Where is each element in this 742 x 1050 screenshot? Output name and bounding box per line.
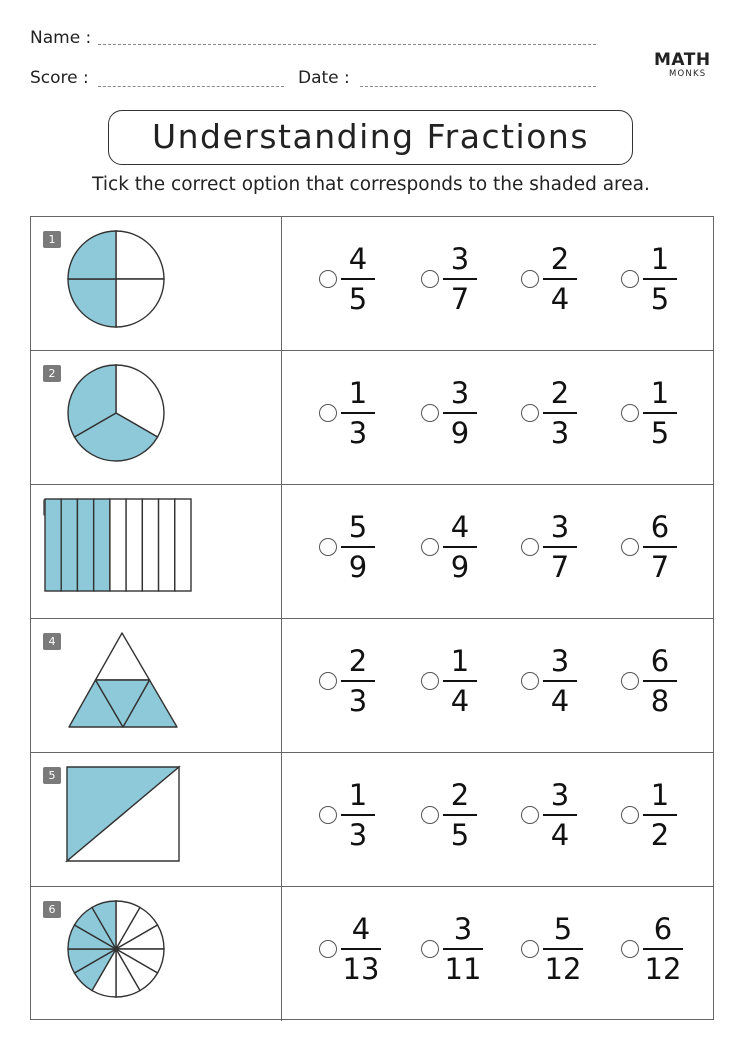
numerator: 6 [653,912,673,946]
fraction-label [341,375,375,455]
radio-button[interactable] [621,672,639,690]
unshaded-triangle [96,633,150,680]
answer-option[interactable] [319,643,389,723]
answer-option[interactable] [621,375,691,455]
fraction-bar [443,948,483,950]
fraction-label [543,375,577,455]
fraction-label [543,643,577,723]
answer-option[interactable] [621,241,691,321]
unshaded-strip [110,499,126,591]
denominator: 4 [550,282,570,316]
fraction-label [543,509,577,589]
fraction-label [543,777,577,857]
answer-option[interactable] [319,509,389,589]
answer-option[interactable] [621,911,691,991]
column-divider [281,753,282,886]
name-field-line[interactable] [98,44,596,45]
fraction-label [443,643,477,723]
denominator: 2 [650,818,670,852]
numerator: 4 [450,510,470,544]
denominator: 5 [450,818,470,852]
fraction-bar [341,546,375,548]
fraction-shape-circle-thirds [31,351,281,485]
unshaded-sector [116,279,164,327]
problem-number-badge: 1 [43,231,61,248]
denominator: 3 [550,416,570,450]
radio-button[interactable] [319,404,337,422]
answer-option[interactable] [421,911,491,991]
column-divider [281,887,282,1021]
fraction-shape-circle-twelfths [31,887,281,1021]
problem-row [31,753,713,887]
score-label: Score : [30,68,89,88]
score-field-line[interactable] [98,86,284,87]
denominator: 9 [450,550,470,584]
name-label: Name : [30,28,92,48]
answer-option[interactable] [319,777,389,857]
fraction-bar [543,680,577,682]
fraction-label [341,643,375,723]
instruction-text: Tick the correct option that corresponds to the shaded area. [92,174,650,195]
denominator: 13 [342,952,380,986]
answer-option[interactable] [421,777,491,857]
shaded-strip [77,499,93,591]
problem-number-badge: 4 [43,633,61,650]
fraction-label [643,643,677,723]
unshaded-strip [142,499,158,591]
denominator: 7 [450,282,470,316]
radio-button[interactable] [319,806,337,824]
denominator: 8 [650,684,670,718]
radio-button[interactable] [521,404,539,422]
answer-option[interactable] [421,643,491,723]
fraction-label [643,375,677,455]
shaded-sector [68,279,116,327]
numerator: 3 [450,242,470,276]
answer-option[interactable] [421,241,491,321]
logo-main-text: MATH [654,50,711,70]
numerator: 3 [453,912,473,946]
numerator: 5 [553,912,573,946]
problem-grid [30,216,714,1020]
fraction-shape-rectangle-diagonal [31,753,281,887]
answer-option[interactable] [521,375,591,455]
unshaded-strip [175,499,191,591]
fraction-label [643,777,677,857]
answer-option[interactable] [521,643,591,723]
denominator: 3 [348,416,368,450]
fraction-bar [543,412,577,414]
numerator: 1 [450,644,470,678]
fraction-bar [341,278,375,280]
radio-button[interactable] [521,672,539,690]
problem-row [31,217,713,351]
fraction-label [443,241,477,321]
fraction-bar [543,948,583,950]
fraction-label [443,911,483,991]
fraction-bar [443,814,477,816]
answer-option[interactable] [319,241,389,321]
numerator: 2 [550,242,570,276]
fraction-shape-circle-quarters [31,217,281,351]
fraction-bar [643,680,677,682]
fraction-bar [643,948,683,950]
numerator: 6 [650,510,670,544]
numerator: 1 [650,778,670,812]
fraction-label [643,509,677,589]
answer-option[interactable] [421,509,491,589]
radio-button[interactable] [421,940,439,958]
numerator: 3 [550,778,570,812]
fraction-label [443,375,477,455]
radio-button[interactable] [621,270,639,288]
denominator: 7 [550,550,570,584]
radio-button[interactable] [421,404,439,422]
fraction-label [341,911,381,991]
fraction-bar [443,680,477,682]
radio-button[interactable] [421,672,439,690]
denominator: 5 [348,282,368,316]
date-field-line[interactable] [360,86,596,87]
answer-option[interactable] [319,911,389,991]
fraction-bar [643,814,677,816]
radio-button[interactable] [319,270,337,288]
shaded-strip [45,499,61,591]
fraction-label [543,241,577,321]
denominator: 5 [650,416,670,450]
numerator: 3 [550,644,570,678]
page-title: Understanding Fractions [151,117,590,156]
radio-button[interactable] [521,270,539,288]
radio-button[interactable] [521,538,539,556]
radio-button[interactable] [421,538,439,556]
denominator: 5 [650,282,670,316]
radio-button[interactable] [521,806,539,824]
column-divider [281,217,282,350]
answer-option[interactable] [521,241,591,321]
fraction-label [341,777,375,857]
shaded-sector [68,231,116,279]
fraction-bar [341,814,375,816]
problem-row [31,619,713,753]
numerator: 2 [348,644,368,678]
radio-button[interactable] [319,672,337,690]
problem-number-badge: 5 [43,767,61,784]
radio-button[interactable] [421,806,439,824]
fraction-bar [443,546,477,548]
unshaded-strip [126,499,142,591]
answer-option[interactable] [621,643,691,723]
fraction-label [443,777,477,857]
fraction-label [643,241,677,321]
answer-option[interactable] [521,777,591,857]
numerator: 1 [650,242,670,276]
problem-number-badge: 6 [43,901,61,918]
denominator: 4 [550,818,570,852]
fraction-bar [341,412,375,414]
problem-row [31,887,713,1021]
fraction-shape-triangle-fourths [31,619,281,753]
numerator: 1 [348,376,368,410]
denominator: 11 [444,952,482,986]
math-monks-logo [654,50,724,82]
fraction-bar [341,680,375,682]
fraction-bar [543,546,577,548]
problem-number-badge: 2 [43,365,61,382]
denominator: 4 [450,684,470,718]
numerator: 1 [650,376,670,410]
fraction-bar [341,948,381,950]
shaded-strip [94,499,110,591]
problem-row [31,485,713,619]
numerator: 2 [450,778,470,812]
denominator: 12 [544,952,582,986]
fraction-bar [643,546,677,548]
radio-button[interactable] [621,538,639,556]
unshaded-strip [159,499,175,591]
fraction-label [643,911,683,991]
column-divider [281,485,282,618]
numerator: 5 [348,510,368,544]
shaded-strip [61,499,77,591]
answer-option[interactable] [621,777,691,857]
numerator: 1 [348,778,368,812]
radio-button[interactable] [421,270,439,288]
numerator: 4 [351,912,371,946]
fraction-bar [543,814,577,816]
denominator: 4 [550,684,570,718]
denominator: 9 [450,416,470,450]
fraction-label [543,911,583,991]
fraction-bar [443,412,477,414]
numerator: 3 [550,510,570,544]
radio-button[interactable] [621,940,639,958]
fraction-bar [643,412,677,414]
denominator: 7 [650,550,670,584]
problem-row [31,351,713,485]
radio-button[interactable] [319,940,337,958]
answer-option[interactable] [521,911,591,991]
numerator: 2 [550,376,570,410]
answer-option[interactable] [421,375,491,455]
logo-sub-text: MONKS [669,69,707,79]
column-divider [281,619,282,752]
fraction-label [443,509,477,589]
date-label: Date : [298,68,350,88]
numerator: 3 [450,376,470,410]
title-box [108,110,633,165]
radio-button[interactable] [521,940,539,958]
answer-option[interactable] [521,509,591,589]
fraction-shape-rectangle-strips [31,485,281,619]
fraction-label [341,509,375,589]
answer-option[interactable] [319,375,389,455]
numerator: 6 [650,644,670,678]
radio-button[interactable] [319,538,337,556]
unshaded-sector [116,231,164,279]
denominator: 12 [644,952,682,986]
radio-button[interactable] [621,404,639,422]
fraction-bar [543,278,577,280]
fraction-bar [443,278,477,280]
denominator: 3 [348,818,368,852]
fraction-label [341,241,375,321]
answer-option[interactable] [621,509,691,589]
radio-button[interactable] [621,806,639,824]
fraction-bar [643,278,677,280]
column-divider [281,351,282,484]
denominator: 3 [348,684,368,718]
denominator: 9 [348,550,368,584]
numerator: 4 [348,242,368,276]
